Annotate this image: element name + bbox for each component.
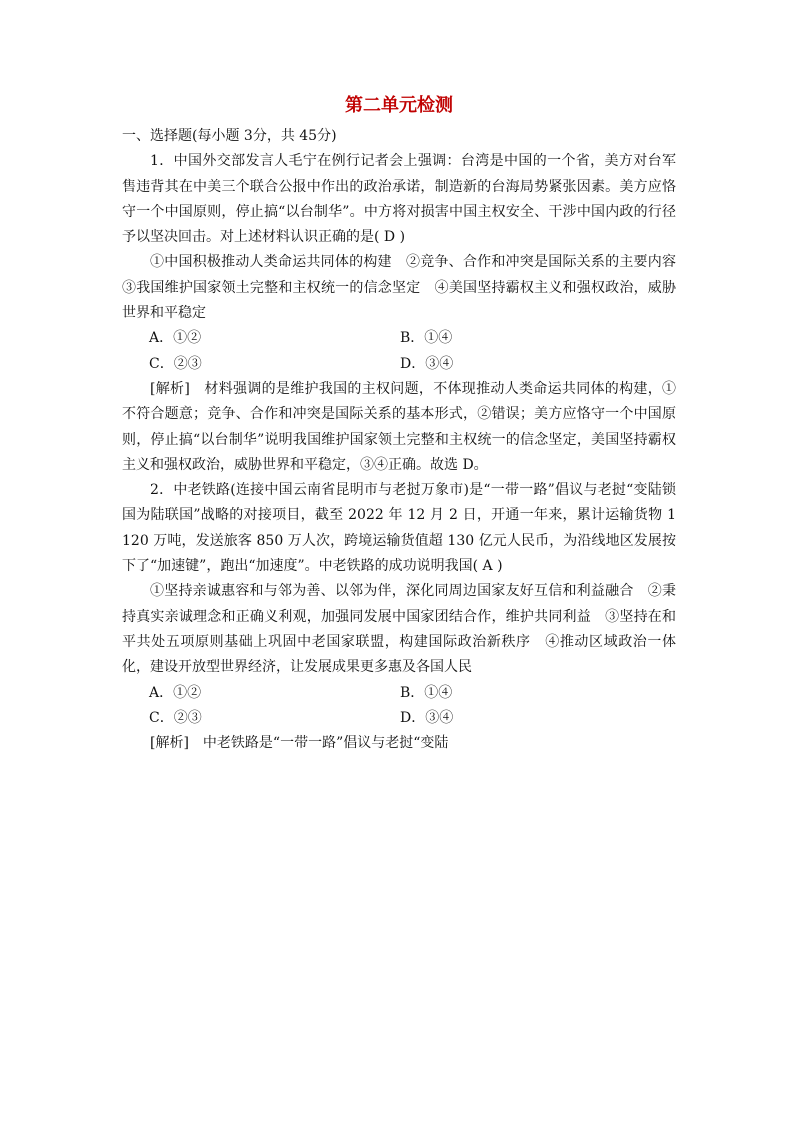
- answer-options: [122, 326, 676, 377]
- option-b: B．①④: [400, 684, 453, 701]
- option-c: C．②③: [149, 355, 202, 372]
- question-statements: ①坚持亲诚惠容和与邻为善、以邻为伴，深化同周边国家友好互信和利益融合 ②秉持真实亲诚理念和正确义利观，加强同发展中国家团结合作，维护共同利益 ③坚持在和平共处五项原则基础上巩固中老国家联盟，构建国际政治新秩序 ④推动区域政治一体化，建设开放型世界经济，让发展成果更多惠及各国人民: [122, 583, 676, 676]
- section-heading: 一、选择题(每小题 3分，共 45分): [122, 128, 337, 144]
- option-d: D．③④: [400, 709, 454, 726]
- question-stem: 2．中老铁路(连接中国云南省昆明市与老挝万象市)是“一带一路”倡议与老挝“变陆锁国为陆联国”战略的对接项目，截至 2022 年 12 月 2 日，开通一年来，累计运输货物 1 120 万吨，发送旅客 850 万人次，跨境运输货值超 130 亿元人民币，为沿线地区发展按下了“加速键”，跑出“加速度”。中老铁路的成功说明我国( A ): [122, 482, 676, 575]
- option-b: B．①④: [400, 330, 453, 347]
- page-title: 第二单元检测: [345, 95, 453, 116]
- option-c: C．②③: [149, 709, 202, 726]
- option-a: A．①②: [149, 684, 202, 701]
- analysis: [122, 377, 676, 478]
- question-1: [122, 149, 690, 478]
- option-d: D．③④: [400, 355, 454, 372]
- analysis: [122, 731, 676, 756]
- analysis-text: 材料强调的是维护我国的主权问题，不体现推动人类命运共同体的构建，①不符合题意；竞争、合作和冲突是国际关系的基本形式，②错误；美方应恪守一个中国原则，停止搞“以台制华”说明我国维护国家领土完整和主权统一的信念坚定，美国坚持霸权主义和强权政治，威胁世界和平稳定，③④正确。故选 D。: [122, 380, 676, 473]
- option-a: A．①②: [149, 330, 202, 347]
- answer-options: [122, 681, 676, 732]
- question-stem: 1．中国外交部发言人毛宁在例行记者会上强调：台湾是中国的一个省，美方对台军售违背其在中美三个联合公报中作出的政治承诺，制造新的台海局势紧张因素。美方应恪守一个中国原则，停止搞“以台制华”。中方将对损害中国主权安全、干涉中国内政的行径予以坚决回击。对上述材料认识正确的是( D ): [122, 153, 676, 246]
- question-2: [122, 478, 676, 756]
- analysis-tag: [解析]: [150, 735, 189, 752]
- analysis-text: 中老铁路是“一带一路”倡议与老挝“变陆: [188, 735, 449, 752]
- question-statements: ①中国积极推动人类命运共同体的构建 ②竞争、合作和冲突是国际关系的主要内容 ③我国维护国家领土完整和主权统一的信念坚定 ④美国坚持霸权主义和强权政治，威胁世界和平稳定: [122, 254, 690, 322]
- document-content: [122, 92, 690, 756]
- analysis-tag: [解析]: [150, 380, 190, 397]
